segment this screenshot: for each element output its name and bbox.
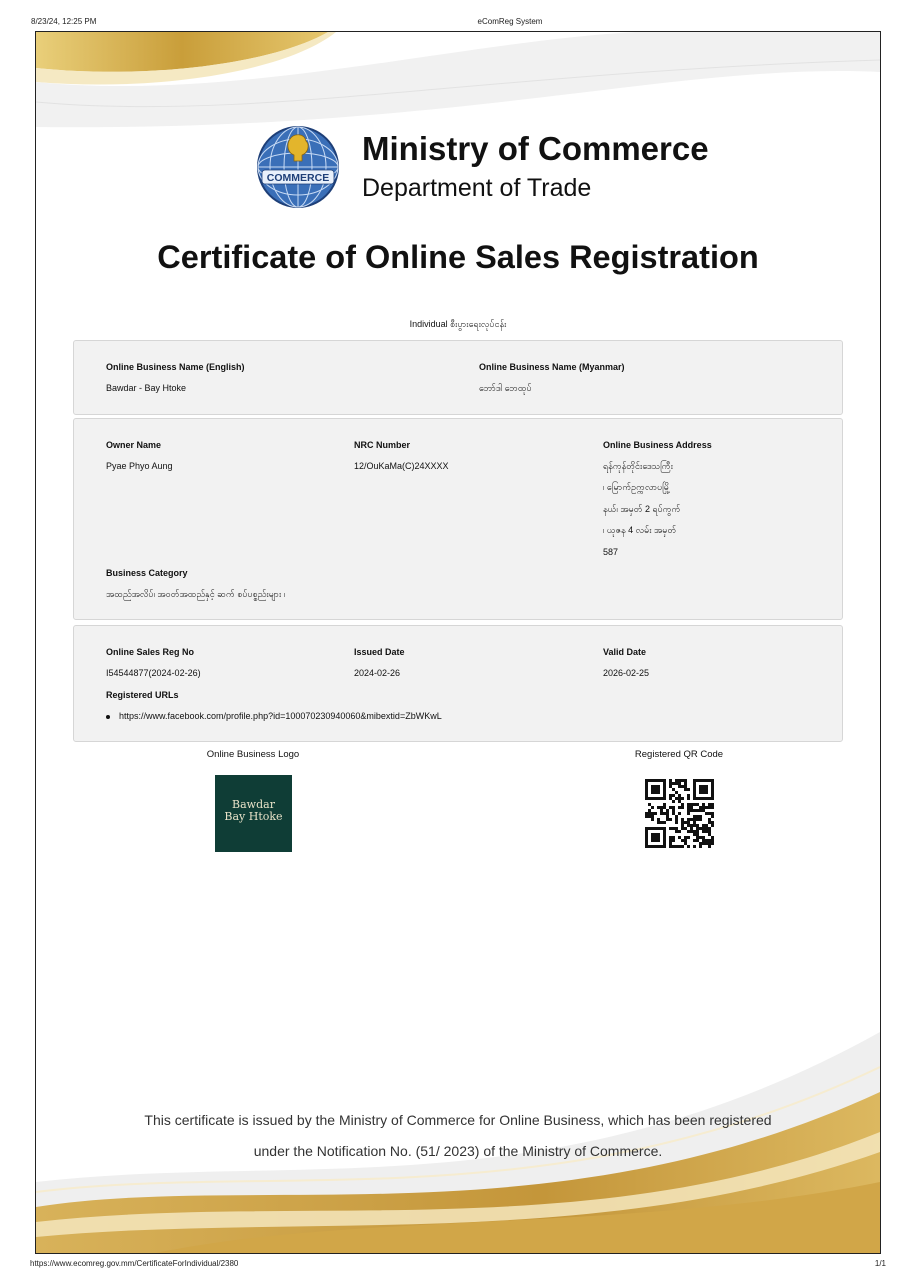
logo-caption: Online Business Logo bbox=[206, 749, 300, 760]
business-name-myanmar-label: Online Business Name (Myanmar) bbox=[479, 362, 625, 372]
owner-panel bbox=[73, 418, 843, 620]
valid-date-value: 2026-02-25 bbox=[603, 668, 650, 678]
address-line: 587 bbox=[603, 547, 619, 557]
certificate-page bbox=[35, 31, 881, 1254]
address-line: ၊ မြောက်ဥက္ကလာပမြို့ bbox=[603, 482, 671, 492]
footer-note-line2: under the Notification No. (51/ 2023) of the Ministry of Commerce. bbox=[253, 1143, 663, 1159]
qr-code-image bbox=[645, 779, 714, 848]
ministry-emblem-icon bbox=[256, 125, 340, 209]
address-line: ၊ ယုဇန 4 လမ်း အမှတ် bbox=[603, 525, 677, 535]
nrc-number-label: NRC Number bbox=[354, 440, 411, 450]
registered-urls-label: Registered URLs bbox=[106, 690, 179, 700]
business-category-value: အထည်အလိပ်၊ အဝတ်အထည်နှင့် ဆက် စပ်ပစ္စည်းများ ၊ bbox=[106, 589, 286, 599]
issued-date-label: Issued Date bbox=[354, 647, 405, 657]
business-address-label: Online Business Address bbox=[603, 440, 712, 450]
owner-name-label: Owner Name bbox=[106, 440, 162, 450]
department-title: Department of Trade bbox=[362, 174, 592, 202]
business-name-myanmar-value: ဘော်ဒါ ဘေထုပ် bbox=[479, 383, 532, 393]
registration-panel bbox=[73, 625, 843, 742]
footer-note-line1: This certificate is issued by the Ministry of Commerce for Online Business, which has been registered bbox=[144, 1112, 772, 1128]
logo-text: Bawdar Bay Htoke bbox=[224, 798, 283, 823]
business-name-english-label: Online Business Name (English) bbox=[106, 362, 245, 372]
print-page-number: 1/1 bbox=[874, 1259, 886, 1268]
owner-name-value: Pyae Phyo Aung bbox=[106, 461, 173, 471]
valid-date-label: Valid Date bbox=[603, 647, 647, 657]
print-datetime: 8/23/24, 12:25 PM bbox=[31, 17, 97, 26]
business-category-label: Business Category bbox=[106, 568, 188, 578]
business-name-panel bbox=[73, 340, 843, 415]
issued-date-value: 2024-02-26 bbox=[354, 668, 401, 678]
list-bullet bbox=[106, 715, 110, 719]
certificate-subtitle: Individual စီးပွားရေးလုပ်ငန်း bbox=[409, 319, 507, 329]
certificate-title: Certificate of Online Sales Registration bbox=[157, 239, 759, 275]
business-name-english-value: Bawdar - Bay Htoke bbox=[106, 383, 187, 393]
address-line: နယ်၊ အမှတ် 2 ရပ်ကွက် bbox=[603, 504, 681, 514]
print-footer bbox=[0, 1259, 916, 1271]
nrc-number-value: 12/OuKaMa(C)24XXXX bbox=[354, 461, 449, 471]
address-line: ရန်ကုန်တိုင်းဒေသကြီး bbox=[603, 461, 673, 471]
emblem-text: COMMERCE bbox=[266, 172, 330, 184]
print-url: https://www.ecomreg.gov.mm/CertificateForIndividual/2380 bbox=[30, 1259, 239, 1268]
print-header bbox=[0, 17, 916, 29]
qr-caption: Registered QR Code bbox=[634, 749, 724, 760]
reg-no-value: I54544877(2024-02-26) bbox=[106, 668, 201, 678]
business-logo-image bbox=[215, 775, 292, 852]
print-site-title: eComReg System bbox=[477, 17, 543, 26]
ministry-title: Ministry of Commerce bbox=[362, 130, 709, 167]
reg-no-label: Online Sales Reg No bbox=[106, 647, 195, 657]
registered-url-link[interactable]: https://www.facebook.com/profile.php?id=100070230940060&mibextid=ZbWKwL bbox=[119, 711, 442, 721]
